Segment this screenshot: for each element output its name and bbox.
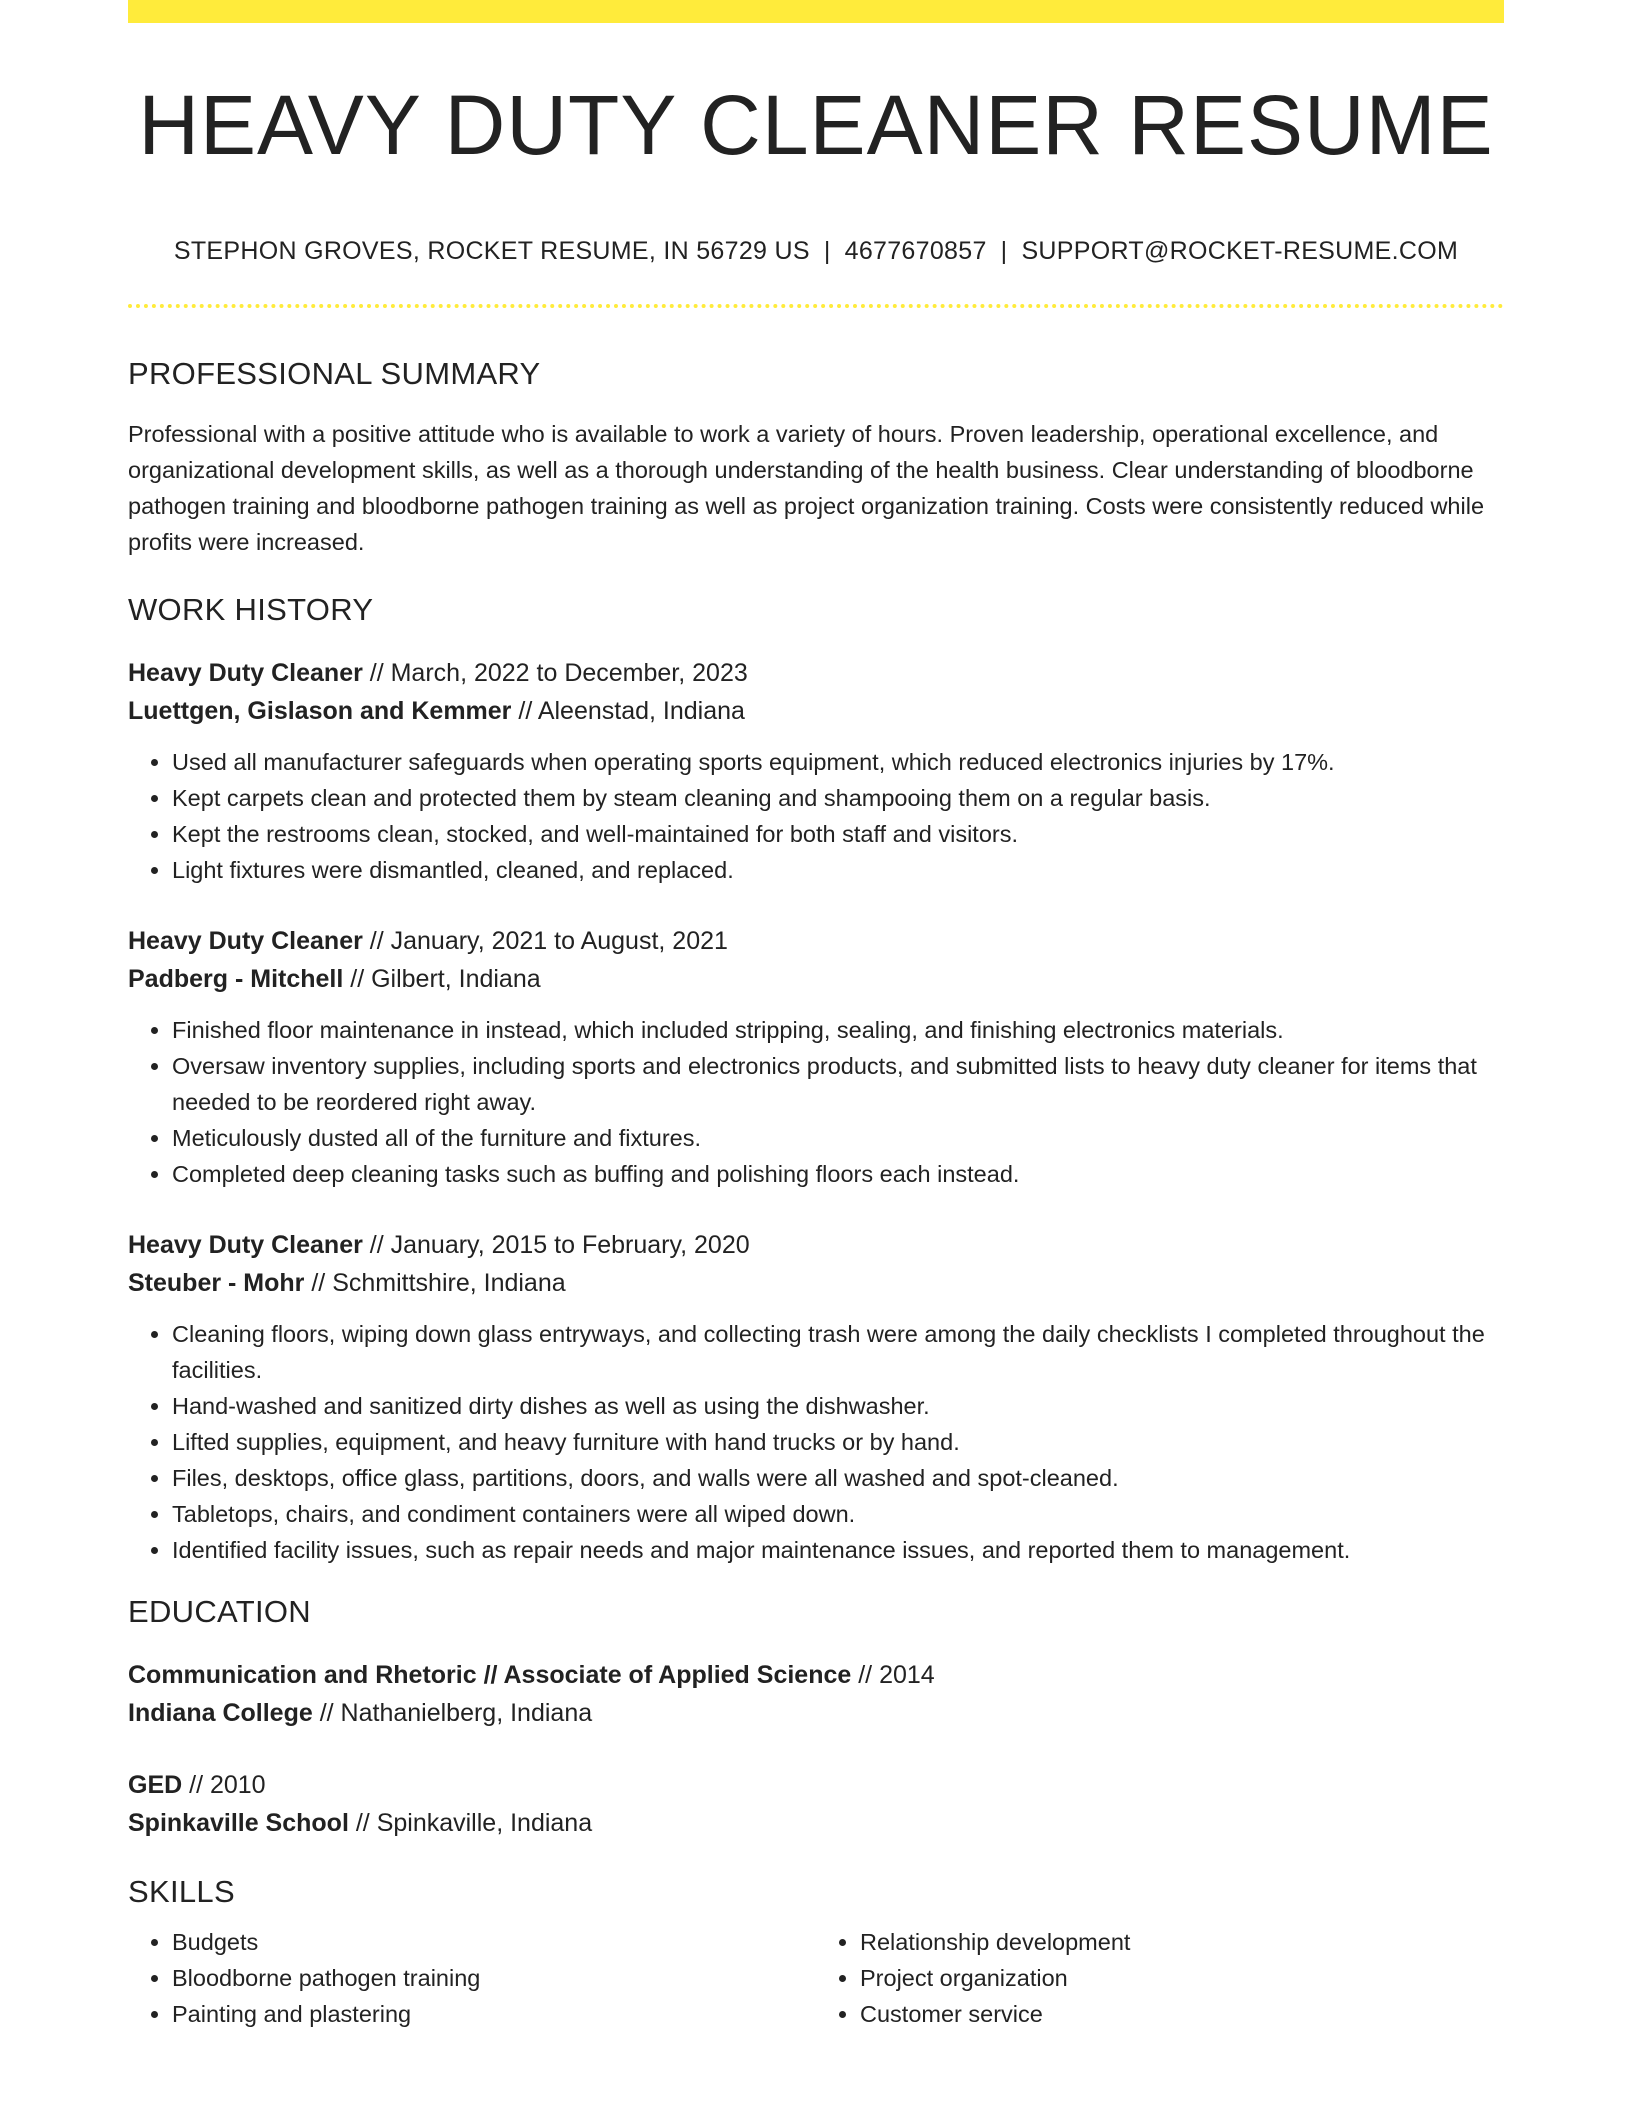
skill-item: • Relationship development: [860, 1924, 1504, 1960]
job-bullet: • Completed deep cleaning tasks such as buffing and polishing floors each instead.: [172, 1156, 1504, 1192]
summary-text: Professional with a positive attitude who is available to work a variety of hours. Proven leadership, operational excellence, and organizational development skills, as well as a thorough understanding of the health business. Clear understanding of bloodborne pathogen training and bloodborne pathogen training as well as project organization training. Costs were consistently reduced while profits were increased.: [128, 421, 1485, 555]
job-bullet: • Identified facility issues, such as repair needs and major maintenance issues, and reported them to management.: [172, 1532, 1504, 1568]
section-heading-summary: PROFESSIONAL SUMMARY: [128, 356, 541, 391]
job-title: Heavy Duty Cleaner: [128, 1231, 363, 1259]
skills-column-left: [128, 1924, 816, 2032]
job-location: // Schmittshire, Indiana: [304, 1269, 566, 1297]
job-company-line: [128, 1264, 1504, 1302]
job-company-line: [128, 692, 1504, 730]
education-year: // 2014: [851, 1661, 935, 1689]
job-company: Luettgen, Gislason and Kemmer: [128, 697, 512, 725]
job-bullet: • Hand-washed and sanitized dirty dishes as well as using the dishwasher.: [172, 1388, 1504, 1424]
skill-item: • Budgets: [172, 1924, 816, 1960]
job-title: Heavy Duty Cleaner: [128, 927, 363, 955]
job-bullet: • Files, desktops, office glass, partitions, doors, and walls were all washed and spot-cleaned.: [172, 1460, 1504, 1496]
contact-separator: |: [1000, 237, 1008, 265]
job-bullet: • Cleaning floors, wiping down glass entryways, and collecting trash were among the daily checklists I completed throughout the facilities.: [172, 1316, 1504, 1388]
section-heading-education: EDUCATION: [128, 1594, 311, 1629]
job-bullet: • Meticulously dusted all of the furniture and fixtures.: [172, 1120, 1504, 1156]
education-degree-line: [128, 1656, 1504, 1694]
job-dates: // March, 2022 to December, 2023: [362, 659, 748, 687]
job-entry: [128, 1226, 1504, 1568]
job-bullet: • Light fixtures were dismantled, cleaned, and replaced.: [172, 852, 1504, 888]
education-degree: GED: [128, 1771, 183, 1799]
job-bullets: [128, 1316, 1504, 1568]
education-degree-line: [128, 1766, 1504, 1804]
contact-phone: 4677670857: [844, 237, 987, 265]
education-location: // Spinkaville, Indiana: [348, 1809, 593, 1837]
job-entry: [128, 922, 1504, 1192]
section-heading-work-history: WORK HISTORY: [128, 592, 374, 627]
job-company: Steuber - Mohr: [128, 1269, 305, 1297]
job-bullet: • Used all manufacturer safeguards when operating sports equipment, which reduced electronics injuries by 17%.: [172, 744, 1504, 780]
job-location: // Gilbert, Indiana: [343, 965, 541, 993]
education-degree: Communication and Rhetoric // Associate of Applied Science: [128, 1661, 852, 1689]
skill-item: • Bloodborne pathogen training: [172, 1960, 816, 1996]
education-entry: [128, 1656, 1504, 1732]
education-school: Indiana College: [128, 1699, 313, 1727]
job-title-line: [128, 1226, 1504, 1264]
skills-column-right: [816, 1924, 1504, 2032]
education-year: // 2010: [182, 1771, 266, 1799]
accent-top-bar: [128, 0, 1504, 23]
skill-item: • Painting and plastering: [172, 1996, 816, 2032]
job-location: // Aleenstad, Indiana: [511, 697, 745, 725]
job-bullet: • Finished floor maintenance in instead, which included stripping, sealing, and finishing electronics materials.: [172, 1012, 1504, 1048]
job-company-line: [128, 960, 1504, 998]
education-location: // Nathanielberg, Indiana: [312, 1699, 593, 1727]
job-company: Padberg - Mitchell: [128, 965, 344, 993]
job-bullet: • Kept carpets clean and protected them by steam cleaning and shampooing them on a regular basis.: [172, 780, 1504, 816]
resume-page: [128, 0, 1504, 2032]
contact-name-address: STEPHON GROVES, ROCKET RESUME, IN 56729 US: [173, 237, 810, 265]
job-bullets: [128, 1012, 1504, 1192]
contact-line: [128, 237, 1504, 266]
job-bullet: • Tabletops, chairs, and condiment containers were all wiped down.: [172, 1496, 1504, 1532]
skills-grid: [128, 1924, 1504, 2032]
job-bullet: • Kept the restrooms clean, stocked, and well-maintained for both staff and visitors.: [172, 816, 1504, 852]
job-bullets: [128, 744, 1504, 888]
job-bullet: • Lifted supplies, equipment, and heavy furniture with hand trucks or by hand.: [172, 1424, 1504, 1460]
job-bullet: • Oversaw inventory supplies, including sports and electronics products, and submitted lists to heavy duty cleaner for items that needed to be reordered right away.: [172, 1048, 1504, 1120]
education-school-line: [128, 1694, 1504, 1732]
contact-separator: |: [823, 237, 831, 265]
job-entry: [128, 654, 1504, 888]
skill-item: • Project organization: [860, 1960, 1504, 1996]
contact-email: SUPPORT@ROCKET-RESUME.COM: [1021, 237, 1459, 265]
education-school-line: [128, 1804, 1504, 1842]
resume-title: HEAVY DUTY CLEANER RESUME: [138, 78, 1494, 172]
job-dates: // January, 2015 to February, 2020: [362, 1231, 750, 1259]
section-heading-skills: SKILLS: [128, 1874, 235, 1909]
job-title: Heavy Duty Cleaner: [128, 659, 363, 687]
job-title-line: [128, 922, 1504, 960]
job-dates: // January, 2021 to August, 2021: [362, 927, 728, 955]
header-divider: [128, 304, 1504, 308]
education-school: Spinkaville School: [128, 1809, 349, 1837]
job-title-line: [128, 654, 1504, 692]
education-entry: [128, 1766, 1504, 1842]
skill-item: • Customer service: [860, 1996, 1504, 2032]
